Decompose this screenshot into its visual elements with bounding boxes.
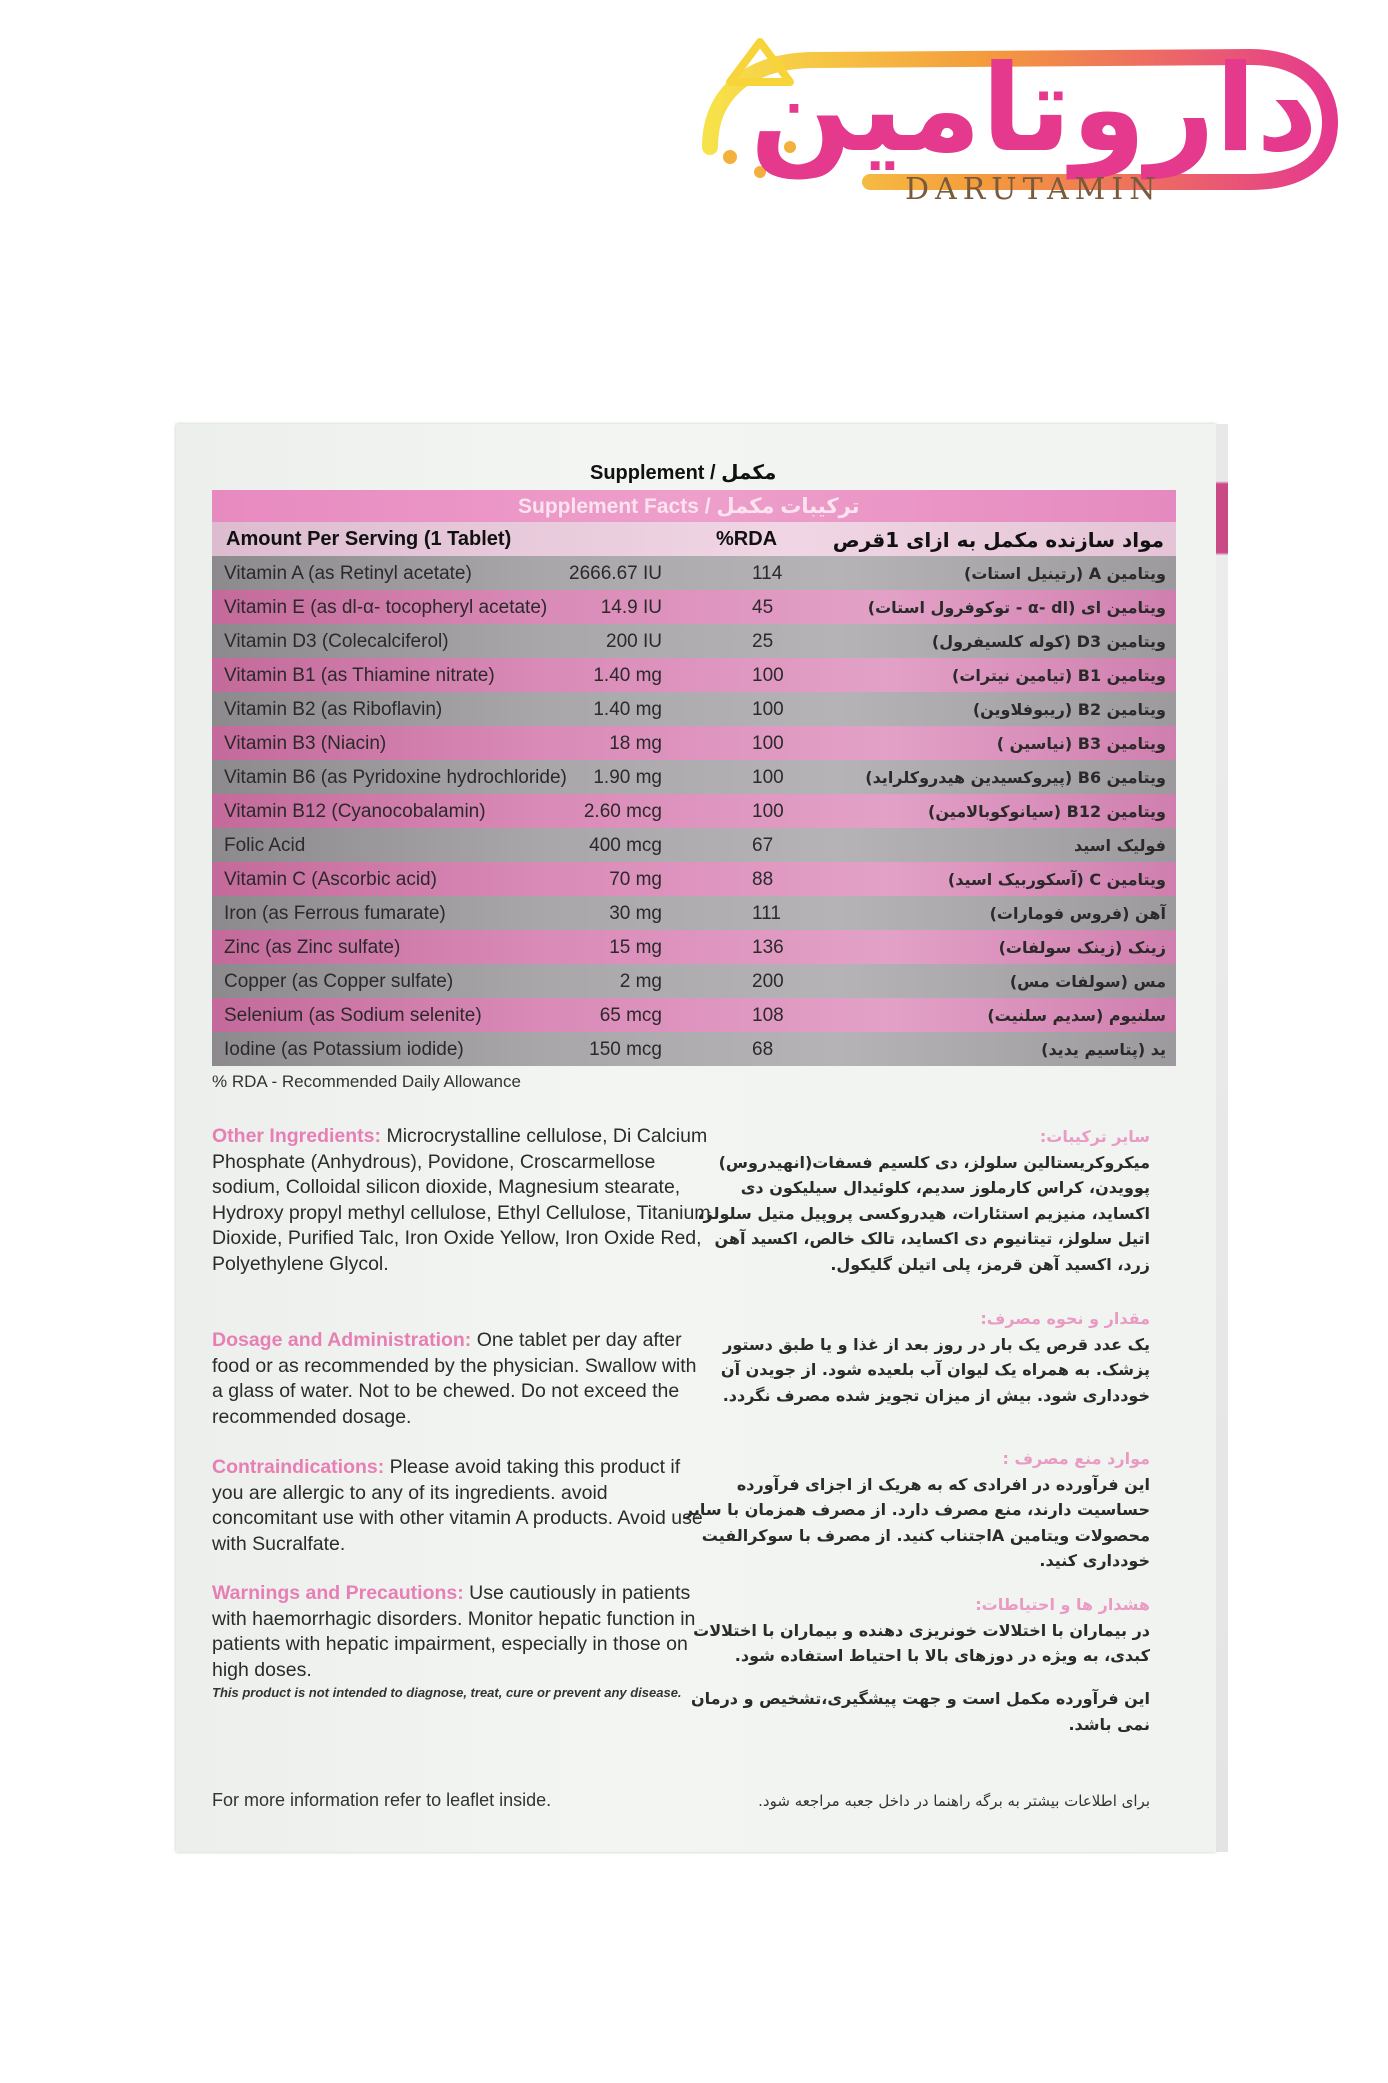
table-row xyxy=(212,658,1176,692)
nutrient-rda: 114 xyxy=(752,563,783,584)
table-row xyxy=(212,862,1176,896)
nutrient-amount: 1.40 mg xyxy=(593,665,662,686)
nutrient-amount: 150 mcg xyxy=(589,1039,662,1060)
table-row xyxy=(212,964,1176,998)
brand-logo xyxy=(690,22,1350,212)
nutrient-name: Copper (as Copper sulfate) xyxy=(224,971,454,992)
table-header xyxy=(212,522,1176,556)
nutrient-amount: 200 IU xyxy=(606,631,662,652)
table-row xyxy=(212,1032,1176,1066)
nutrient-rda: 100 xyxy=(752,767,784,788)
warnings-label: Warnings and Precautions: xyxy=(212,1582,464,1604)
nutrient-name: Vitamin B2 (as Riboflavin) xyxy=(224,699,443,720)
contraindications-text-fa: این فرآورده در افرادی که به هریک از اجزای فرآورده حساسیت دارند، منع مصرف دارد. از مصرف همزمان با سایر محصولات ویتامین Aاجتناب کنید. از مصرف با سوکرالفیت خودداری کنید. xyxy=(683,1474,1150,1570)
supplement-title: Supplement / مکمل xyxy=(590,462,777,484)
warnings-fa xyxy=(680,1592,1150,1669)
table-row xyxy=(212,896,1176,930)
nutrient-name: Iron (as Ferrous fumarate) xyxy=(224,903,446,924)
nutrient-name: Vitamin B12 (Cyanocobalamin) xyxy=(224,801,486,822)
table-row xyxy=(212,828,1176,862)
nutrient-rda: 100 xyxy=(752,801,784,822)
nutrient-name-fa: ویتامین C (آسکوربیک اسید) xyxy=(947,870,1166,889)
nutrient-amount: 30 mg xyxy=(609,903,662,924)
table-row xyxy=(212,692,1176,726)
table-row xyxy=(212,590,1176,624)
nutrient-name: Vitamin B1 (as Thiamine nitrate) xyxy=(224,665,495,686)
more-info-en: For more information refer to leaflet inside. xyxy=(212,1790,552,1810)
rda-note: % RDA - Recommended Daily Allowance xyxy=(212,1072,521,1091)
other-ingredients-label: Other Ingredients: xyxy=(212,1125,382,1147)
dosage-label: Dosage and Administration: xyxy=(212,1329,472,1351)
contraindications-label: Contraindications: xyxy=(212,1456,385,1478)
nutrient-name: Zinc (as Zinc sulfate) xyxy=(224,937,401,958)
logo-latin-wordmark: DARUTAMIN xyxy=(905,172,1162,207)
nutrient-rda: 136 xyxy=(752,937,784,958)
table-row xyxy=(212,624,1176,658)
dosage-text: One tablet per day after food or as recommended by the physician. Swallow with a glass of water. Not to be chewed. Do not exceed the recommended dosage. xyxy=(212,1329,697,1428)
contraindications-fa xyxy=(680,1446,1150,1574)
dosage-text-fa: یک عدد قرص یک بار در روز بعد از غذا و یا طبق دستور پزشک. به همراه یک لیوان آب بلعیده شود. از جویدن آن خودداری شود. بیش از میزان تجویز شده مصرف نگردد. xyxy=(720,1334,1150,1405)
nutrient-name: Vitamin E (as dl-α- tocopheryl acetate) xyxy=(224,597,548,618)
nutrient-name: Vitamin B3 (Niacin) xyxy=(224,733,387,754)
nutrient-name-fa: ویتامین B12 (سیانوکوبالامین) xyxy=(928,802,1166,821)
nutrient-amount: 400 mcg xyxy=(589,835,662,856)
nutrient-name: Vitamin C (Ascorbic acid) xyxy=(224,869,437,890)
facts-band-label: Supplement Facts / ترکیبات مکمل xyxy=(518,495,860,518)
contraindications-en xyxy=(212,1455,712,1557)
more-info-fa: برای اطلاعات بیشتر به برگه راهنما در داخل جعبه مراجعه شود. xyxy=(758,1792,1150,1810)
contraindications-label-fa: موارد منع مصرف : xyxy=(1002,1449,1150,1468)
nutrient-rda: 100 xyxy=(752,665,784,686)
package-side-edge xyxy=(1216,424,1228,1852)
nutrient-rda: 108 xyxy=(752,1005,784,1026)
table-body xyxy=(212,556,1176,1066)
nutrient-name: Vitamin D3 (Colecalciferol) xyxy=(224,631,449,652)
nutrient-amount: 14.9 IU xyxy=(600,597,662,618)
nutrient-amount: 2666.67 IU xyxy=(569,563,662,584)
other-ingredients-fa xyxy=(680,1124,1150,1277)
table-row xyxy=(212,998,1176,1032)
warnings-en xyxy=(212,1581,712,1683)
nutrient-name-fa: فولیک اسید xyxy=(1074,836,1166,855)
dosage-en xyxy=(212,1328,712,1430)
nutrient-name-fa: مس (سولفات مس) xyxy=(1009,972,1166,991)
other-ingredients-en xyxy=(212,1124,712,1277)
nutrient-name-fa: ویتامین D3 (کوله کلسیفرول) xyxy=(931,632,1166,651)
nutrient-amount: 2 mg xyxy=(619,971,662,992)
nutrient-rda: 100 xyxy=(752,733,784,754)
nutrient-rda: 111 xyxy=(752,903,781,924)
other-ingredients-label-fa: سایر ترکیبات: xyxy=(1039,1127,1150,1146)
table-row xyxy=(212,930,1176,964)
nutrient-name-fa: ویتامین ای (α- dl - توکوفرول استات) xyxy=(867,598,1166,617)
nutrient-name-fa: ویتامین B1 (تیامین نیترات) xyxy=(952,666,1166,685)
other-ingredients-text-fa: میکروکریستالین سلولز، دی کلسیم فسفات(انهیدروس) پوویدن، کراس کارملوز سدیم، کلوئیدال سیلیکون دی اکساید، منیزیم استئارات، هیدروکسی پروپیل متیل سلولز، اتیل سلولز، تیتانیوم دی اکساید، تالک خالص، اکسید آهن زرد، اکسید آهن قرمز، پلی اتیلن گلیکول. xyxy=(697,1152,1150,1274)
nutrient-name-fa: سلنیوم (سدیم سلنیت) xyxy=(987,1006,1166,1025)
dosage-label-fa: مقدار و نحوه مصرف: xyxy=(980,1309,1150,1328)
supplement-facts-table xyxy=(212,522,1176,1066)
warnings-text-fa: در بیماران با اختلالات خونریزی دهنده و بیماران با اختلالات کبدی، به ویژه در دوزهای بالا با احتیاط استفاده شود. xyxy=(693,1620,1150,1665)
nutrient-name: Iodine (as Potassium iodide) xyxy=(224,1039,464,1060)
nutrient-rda: 45 xyxy=(752,597,774,618)
nutrient-name-fa: ویتامین B3 (نیاسین ) xyxy=(996,734,1166,753)
header-persian: مواد سازنده مکمل به ازای 1قرص xyxy=(832,528,1164,552)
nutrient-rda: 67 xyxy=(752,835,774,856)
header-rda: %RDA xyxy=(716,528,778,550)
nutrient-name: Selenium (as Sodium selenite) xyxy=(224,1005,482,1026)
warnings-text: Use cautiously in patients with haemorrhagic disorders. Monitor hepatic function in patients with hepatic impairment, especially in those on high doses. xyxy=(212,1582,696,1681)
header-amount-per-serving: Amount Per Serving (1 Tablet) xyxy=(226,528,512,550)
table-row xyxy=(212,556,1176,590)
warnings-label-fa: هشدار ها و احتیاطات: xyxy=(975,1595,1150,1614)
nutrient-amount: 65 mcg xyxy=(599,1005,662,1026)
nutrient-amount: 18 mg xyxy=(609,733,662,754)
nutrient-name-fa: ویتامین B2 (ریبوفلاوین) xyxy=(972,700,1166,719)
disclaimer-fa: این فرآورده مکمل است و جهت پیشگیری،تشخیص و درمان نمی باشد. xyxy=(691,1689,1150,1734)
nutrient-name-fa: ویتامین A (رتینیل استات) xyxy=(964,564,1166,583)
nutrient-amount: 2.60 mcg xyxy=(583,801,662,822)
nutrient-name: Folic Acid xyxy=(224,835,306,856)
nutrient-amount: 1.40 mg xyxy=(593,699,662,720)
other-ingredients-text: Microcrystalline cellulose, Di Calcium Phosphate (Anhydrous), Povidone, Croscarmellose sodium, Colloidal silicon dioxide, Magnesium stearate, Hydroxy propyl methyl cellulose, Ethyl Cellulose, Titanium Dioxide, Purified Talc, Iron Oxide Yellow, Iron Oxide Red, Polyethylene Glycol. xyxy=(212,1125,711,1275)
nutrient-name-fa: زینک (زینک سولفات) xyxy=(998,938,1166,957)
nutrient-rda: 88 xyxy=(752,869,774,890)
nutrient-name-fa: آهن (فروس فومارات) xyxy=(989,904,1166,923)
nutrient-amount: 70 mg xyxy=(609,869,662,890)
nutrient-rda: 68 xyxy=(752,1039,774,1060)
nutrient-name: Vitamin B6 (as Pyridoxine hydrochloride) xyxy=(224,767,567,788)
nutrient-name-fa: ید (پتاسیم یدید) xyxy=(1041,1040,1166,1059)
nutrient-rda: 100 xyxy=(752,699,784,720)
logo-persian-wordmark: داروتامین xyxy=(750,40,1318,179)
nutrient-amount: 1.90 mg xyxy=(593,767,662,788)
table-row xyxy=(212,726,1176,760)
nutrient-rda: 200 xyxy=(752,971,784,992)
contraindications-text: Please avoid taking this product if you are allergic to any of its ingredients. avoid concomitant use with other vitamin A products. Avoid use with Sucralfate. xyxy=(212,1456,703,1555)
nutrient-name: Vitamin A (as Retinyl acetate) xyxy=(224,563,472,584)
disclaimer-en: This product is not intended to diagnose, treat, cure or prevent any disease. xyxy=(212,1685,682,1700)
dosage-fa xyxy=(680,1306,1150,1408)
nutrient-amount: 15 mg xyxy=(609,937,662,958)
table-row xyxy=(212,760,1176,794)
nutrient-name-fa: ویتامین B6 (پیروکسیدین هیدروکلراید) xyxy=(865,768,1166,787)
table-row xyxy=(212,794,1176,828)
nutrient-rda: 25 xyxy=(752,631,774,652)
